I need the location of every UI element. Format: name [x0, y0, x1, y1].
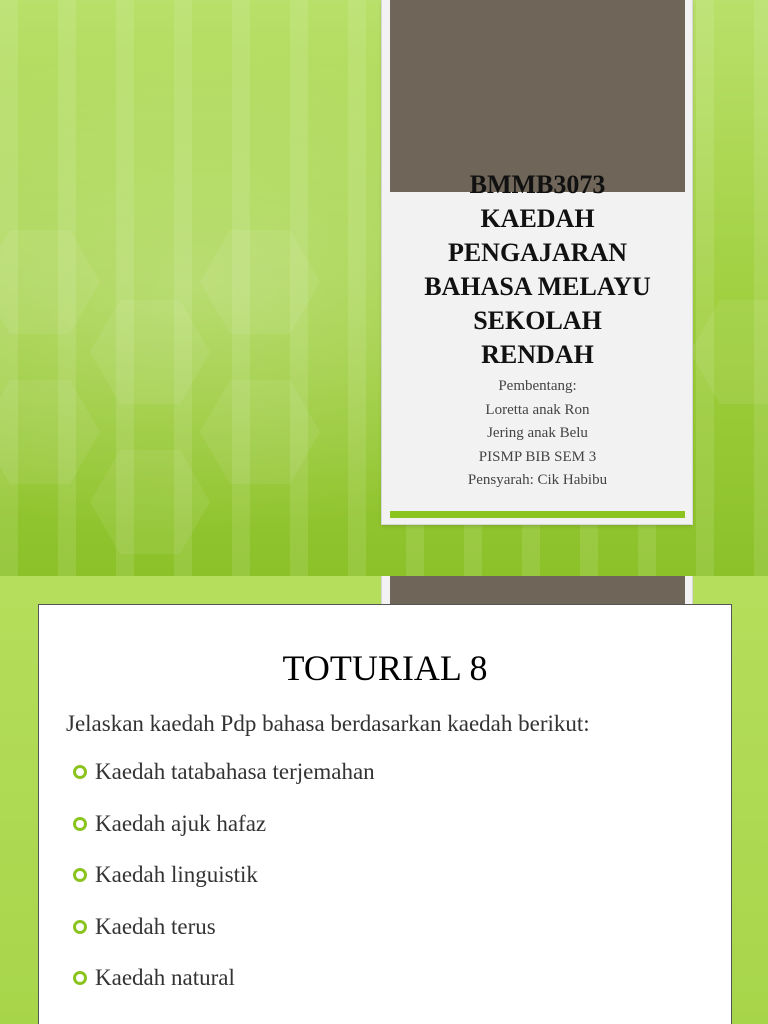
bullet-circle-icon	[73, 868, 87, 882]
hexagon-pattern	[0, 230, 100, 334]
title-line: KAEDAH	[480, 204, 595, 233]
list-item	[73, 811, 375, 863]
title-card	[382, 0, 692, 524]
title-line: PENGAJARAN	[447, 238, 628, 267]
slide-title	[390, 168, 685, 372]
subtitle-line: Jering anak Belu	[487, 425, 588, 441]
bullet-circle-icon	[73, 765, 87, 779]
hexagon-pattern	[200, 380, 320, 484]
title-line: BAHASA MELAYU	[424, 272, 651, 301]
accent-bar	[390, 511, 685, 518]
hexagon-pattern	[0, 380, 100, 484]
list-item-text: Kaedah ajuk hafaz	[95, 810, 267, 836]
title-line: RENDAH	[481, 340, 594, 369]
intro-text: Jelaskan kaedah Pdp bahasa berdasarkan kaedah berikut:	[66, 711, 590, 736]
title-line: BMMB3073	[469, 170, 606, 199]
list-item	[73, 862, 375, 914]
content-panel	[38, 604, 732, 1024]
hexagon-pattern	[90, 300, 210, 404]
subtitle-line: Pensyarah: Cik Habibu	[467, 472, 608, 488]
hexagon-pattern	[690, 300, 768, 404]
title-line: SEKOLAH	[473, 306, 602, 335]
slide-subtitle	[390, 375, 685, 493]
title-card-header-block	[390, 0, 685, 192]
hexagon-pattern	[200, 230, 320, 334]
hexagon-pattern	[90, 450, 210, 554]
bullet-circle-icon	[73, 920, 87, 934]
list-item	[73, 965, 375, 1017]
subtitle-line: Loretta anak Ron	[485, 401, 590, 418]
list-item-text: Kaedah tatabahasa terjemahan	[95, 759, 375, 784]
list-item-text: Kaedah terus	[95, 913, 216, 939]
subtitle-line: Pembentang:	[498, 378, 577, 394]
bullet-list	[73, 759, 375, 1017]
list-item	[73, 759, 375, 811]
bullet-circle-icon	[73, 817, 87, 831]
list-item	[73, 914, 375, 966]
bullet-circle-icon	[73, 971, 87, 985]
subtitle-line: PISMP BIB SEM 3	[478, 448, 597, 465]
content-slide	[0, 576, 768, 1024]
slide-heading: TOTURIAL 8	[282, 648, 488, 688]
list-item-text: Kaedah linguistik	[95, 862, 258, 887]
list-item-text: Kaedah natural	[95, 965, 235, 990]
